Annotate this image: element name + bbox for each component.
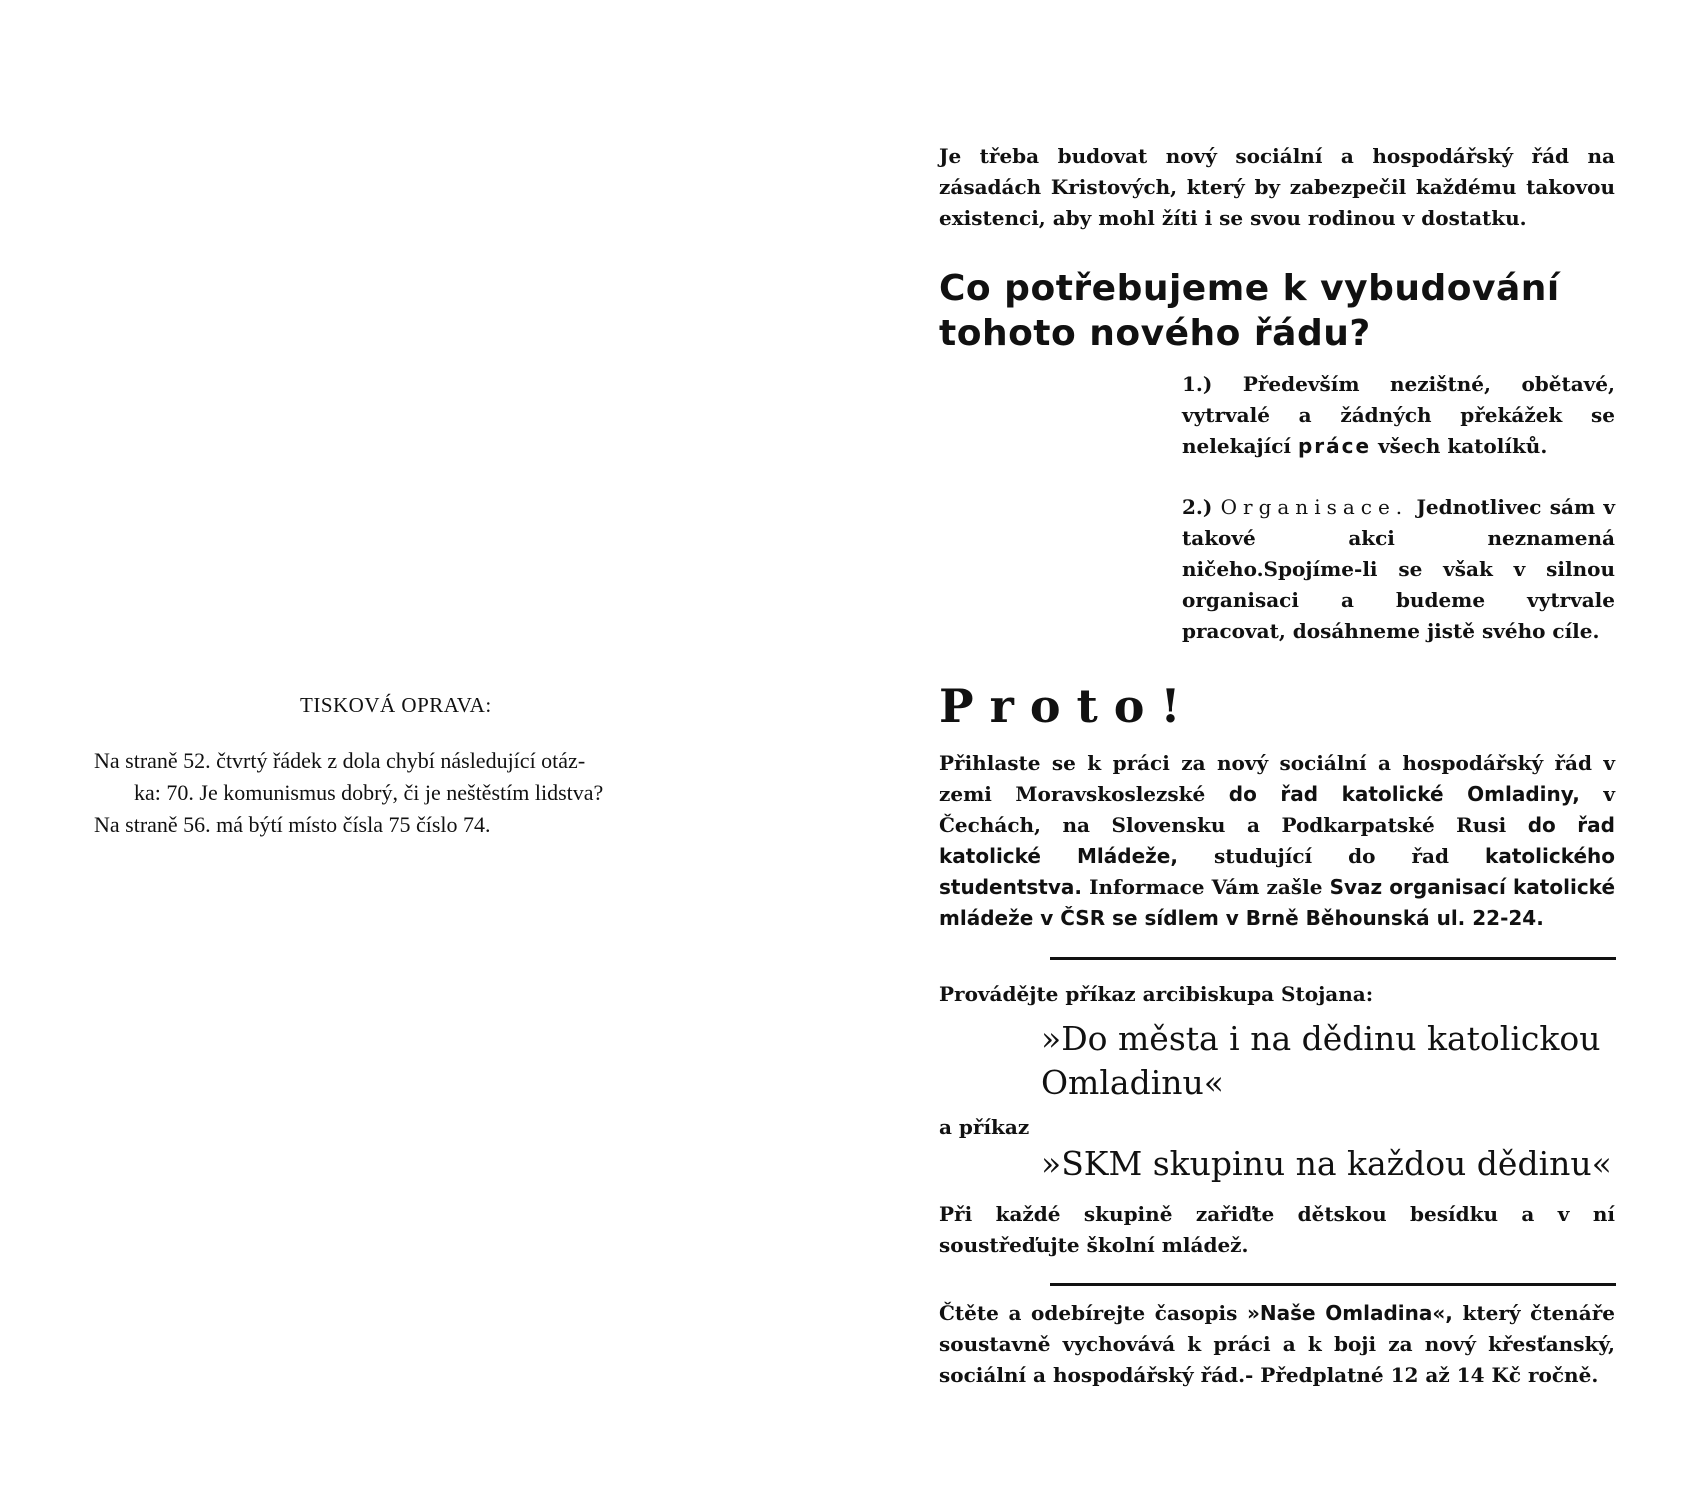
command-intro: Provádějte příkaz arcibiskupa Stojana: — [939, 982, 1374, 1006]
join-paragraph — [939, 748, 1615, 934]
magazine-title: »Naše Omladina«, — [1247, 1301, 1453, 1325]
divider — [1050, 957, 1616, 960]
errata-line: Na straně 52. čtvrtý řádek z dola chybí následující otáz- — [94, 748, 586, 773]
join-text: Informace Vám zašle — [1089, 875, 1323, 899]
magazine-text: který čtenáře soustavně vychovává k práci a k boji za nový křesťanský, sociální a hospodářský řád.- Předplatné 12 až 14 Kč ročně. — [939, 1301, 1616, 1387]
errata-line: Na straně 56. má býtí místo čísla 75 číslo 74. — [94, 812, 491, 837]
join-text: studující do řad — [1213, 844, 1449, 868]
divider — [1050, 1283, 1616, 1286]
errata-line: ka: 70. Je komunismus dobrý, či je neštěstím lidstva? — [134, 780, 604, 805]
join-text: v Čechách, na Slovensku a Podkarpatské Rusi — [939, 782, 1615, 837]
magazine-text: Čtěte a odebírejte časopis — [939, 1301, 1238, 1325]
list-item-organisation — [1182, 492, 1615, 647]
item-emphasis: Organisace. — [1220, 495, 1409, 519]
group-note: Při každé skupině zařiďte dětskou besídku a v ní soustřeďujte školní mládež. — [939, 1202, 1615, 1257]
item-text: Jednotlivec sám v takové akci neznamená ničeho.Spojíme-li se však v silnou organisaci a budeme vytrvale pracovat, dosáhneme jistě svého cíle. — [1182, 495, 1616, 643]
item-text: všech katolíků. — [1378, 434, 1548, 458]
errata-body — [94, 745, 764, 841]
slogan-skm: »SKM skupinu na každou dědinu« — [1041, 1144, 1612, 1183]
join-highlight: do řad katolické Omladiny, — [1228, 782, 1580, 806]
section-heading: Co potřebujeme k vybudování tohoto nového řádu? — [939, 268, 1560, 354]
and-command: a příkaz — [939, 1115, 1030, 1139]
join-highlight: Svaz organisací katolické mládeže v ČSR se sídlem v Brně Běhounská ul. 22-24. — [939, 875, 1616, 930]
slogan-omladina: »Do města i na dědinu katolickou Omladinu« — [1041, 1019, 1601, 1102]
right-page — [846, 0, 1692, 1500]
item-number: 2.) — [1182, 495, 1213, 519]
item-text: 1.) Především nezištné, obětavé, vytrvalé a žádných překážek se nelekající — [1182, 372, 1615, 458]
proto-heading: Proto! — [939, 679, 1197, 733]
join-text: Přihlaste se k práci za nový sociální a hospodářský řád v zemi Moravskoslezské — [939, 751, 1615, 806]
list-item-work — [1182, 369, 1615, 462]
item-emphasis: práce — [1297, 434, 1372, 458]
magazine-paragraph — [939, 1298, 1615, 1391]
join-highlight: do řad katolické Mládeže, — [939, 813, 1615, 868]
errata-title: TISKOVÁ OPRAVA: — [300, 693, 492, 717]
join-highlight: katolického studentstva. — [939, 844, 1616, 899]
intro-paragraph: Je třeba budovat nový sociální a hospodářský řád na zásadách Kristových, který by zabezpečil každému takovou existenci, aby mohl žíti i se svou rodinou v dostatku. — [939, 144, 1615, 230]
